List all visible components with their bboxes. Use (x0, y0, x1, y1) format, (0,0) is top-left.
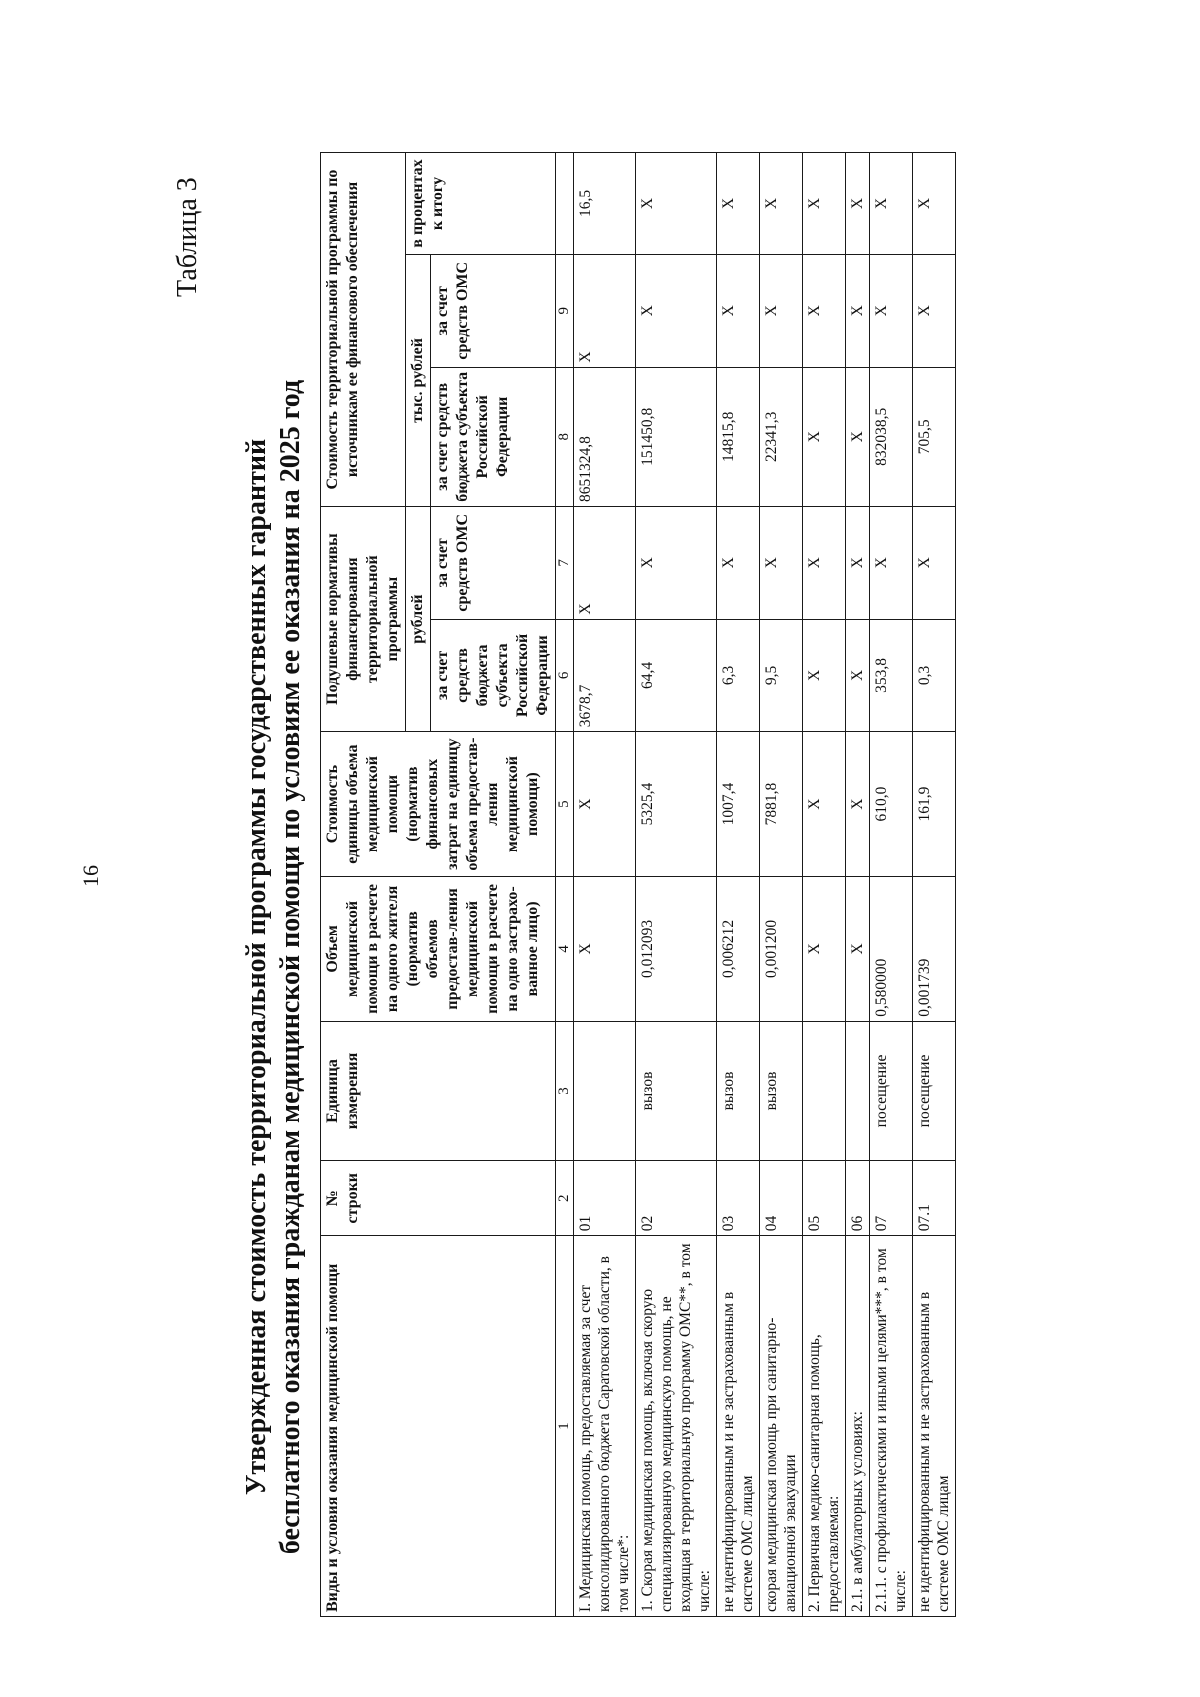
cell-cost: 5325,4 (636, 732, 717, 877)
cell-cost: 1007,4 (717, 732, 760, 877)
column-number: 3 (556, 1021, 574, 1160)
table-label: Таблица 3 (172, 177, 203, 297)
cell-unit (574, 1021, 636, 1160)
header-unit: Единица измерения (321, 1021, 556, 1160)
cell-per-oms: X (717, 507, 760, 620)
cell-per-budget: 6,3 (717, 619, 760, 732)
cell-code: 07 (870, 1161, 913, 1236)
cell-total-budget: 22341,3 (760, 367, 803, 506)
cell-per-budget: 0,3 (913, 619, 956, 732)
column-number: 6 (556, 619, 574, 732)
cell-per-budget: 353,8 (870, 619, 913, 732)
cell-percent: 16,5 (574, 153, 636, 255)
column-number: 8 (556, 367, 574, 506)
cell-per-oms: X (846, 507, 870, 620)
cell-cost: 610,0 (870, 732, 913, 877)
cell-name: 2.1. в амбулаторных условиях: (846, 1236, 870, 1617)
cell-total-oms: X (760, 254, 803, 367)
cell-unit: вызов (636, 1021, 717, 1160)
column-number: 5 (556, 732, 574, 877)
header-total-oms: за счет средств ОМС (431, 254, 556, 367)
document-title (240, 287, 308, 1647)
cell-total-oms: X (574, 254, 636, 367)
table-row (717, 153, 760, 1617)
cell-name: 1. Скорая медицинская помощь, включая скорую специализированную медицинскую помощь, не входящая в территориальную программу ОМС**, в том числе: (636, 1236, 717, 1617)
cell-per-oms: X (636, 507, 717, 620)
cell-volume: 0,012093 (636, 877, 717, 1022)
cell-code: 05 (803, 1161, 846, 1236)
cell-unit (846, 1021, 870, 1160)
cell-per-budget: 3678,7 (574, 619, 636, 732)
cell-total-oms: X (717, 254, 760, 367)
cell-cost: X (846, 732, 870, 877)
cell-cost: X (803, 732, 846, 877)
cell-percent: X (760, 153, 803, 255)
cell-cost: X (574, 732, 636, 877)
cell-volume: X (574, 877, 636, 1022)
cell-unit: посещение (913, 1021, 956, 1160)
header-per-capita: Подушевые нормативы финансирования территориальной программы (321, 507, 406, 732)
cell-per-budget: 9,5 (760, 619, 803, 732)
cell-cost: 7881,8 (760, 732, 803, 877)
cell-per-oms: X (803, 507, 846, 620)
table-row (913, 153, 956, 1617)
table-row (870, 153, 913, 1617)
cell-per-oms: X (574, 507, 636, 620)
cell-total-oms: X (846, 254, 870, 367)
cell-per-budget: X (803, 619, 846, 732)
cell-code: 01 (574, 1161, 636, 1236)
cell-unit: вызов (760, 1021, 803, 1160)
cell-unit: вызов (717, 1021, 760, 1160)
cell-percent: X (846, 153, 870, 255)
cell-percent: X (717, 153, 760, 255)
column-number: 7 (556, 507, 574, 620)
cell-code: 02 (636, 1161, 717, 1236)
cell-per-oms: X (760, 507, 803, 620)
page-number: 16 (78, 865, 103, 887)
cell-name: 2.1.1. с профилактическими и иными целями***, в том числе: (870, 1236, 913, 1617)
cell-per-budget: 64,4 (636, 619, 717, 732)
table-row (574, 153, 636, 1617)
header-unit-cost: Стоимость единицы объема медицинской помощи (норматив финансовых затрат на единицу объема предостав-ления медицинской помощи) (321, 732, 556, 877)
cell-name: скорая медицинская помощь при санитарно-авиационной эвакуации (760, 1236, 803, 1617)
cell-volume: 0,001200 (760, 877, 803, 1022)
column-number: 1 (556, 1236, 574, 1617)
title-line-2: бесплатного оказания гражданам медицинской помощи по условиям ее оказания на 2025 год (275, 379, 306, 1555)
cell-percent: X (870, 153, 913, 255)
header-percent: в процентах к итогу (406, 153, 556, 255)
cell-per-budget: X (846, 619, 870, 732)
cell-total-budget: X (803, 367, 846, 506)
cell-per-oms: X (913, 507, 956, 620)
cell-per-oms: X (870, 507, 913, 620)
cell-total-oms: X (803, 254, 846, 367)
cell-percent: X (636, 153, 717, 255)
cell-volume: X (803, 877, 846, 1022)
header-volume: Объем медицинской помощи в расчете на одного жителя (норматив объемов предостав-ления медицинской помощи в расчете на одно застрахо-ванное лицо) (321, 877, 556, 1022)
table-row (760, 153, 803, 1617)
header-row-1 (321, 153, 406, 1617)
cell-total-budget: 8651324,8 (574, 367, 636, 506)
table-row (636, 153, 717, 1617)
header-program-cost: Стоимость территориальной программы по источникам ее финансового обеспечения (321, 153, 406, 507)
cell-code: 07.1 (913, 1161, 956, 1236)
cell-total-oms: X (913, 254, 956, 367)
header-row-number: № строки (321, 1161, 556, 1236)
column-number: 2 (556, 1161, 574, 1236)
cell-unit: посещение (870, 1021, 913, 1160)
cell-volume: X (846, 877, 870, 1022)
cell-total-oms: X (870, 254, 913, 367)
column-number: 9 (556, 254, 574, 367)
column-number: 4 (556, 877, 574, 1022)
header-kinds: Виды и условия оказания медицинской помощи (321, 1236, 556, 1617)
header-total-budget: за счет средств бюджета субъекта Российской Федерации (431, 367, 556, 506)
table-row (846, 153, 870, 1617)
cell-volume: 0,006212 (717, 877, 760, 1022)
cell-name: I. Медицинская помощь, предоставляемая за счет консолидированного бюджета Саратовской области, в том числе*: (574, 1236, 636, 1617)
cost-table (320, 152, 956, 1617)
cell-code: 06 (846, 1161, 870, 1236)
cell-cost: 161,9 (913, 732, 956, 877)
cell-unit (803, 1021, 846, 1160)
cell-total-oms: X (636, 254, 717, 367)
header-per-capita-unit: рублей (406, 507, 431, 732)
cell-total-budget: 151450,8 (636, 367, 717, 506)
column-number (556, 153, 574, 255)
cell-total-budget: 832038,5 (870, 367, 913, 506)
cell-volume: 0,001739 (913, 877, 956, 1022)
cell-percent: X (913, 153, 956, 255)
header-per-capita-oms: за счет средств ОМС (431, 507, 556, 620)
column-number-row (556, 153, 574, 1617)
cell-code: 04 (760, 1161, 803, 1236)
cell-name: не идентифицированным и не застрахованным в системе ОМС лицам (913, 1236, 956, 1617)
title-line-1: Утвержденная стоимость территориальной программы государственных гарантий (241, 438, 272, 1496)
cell-name: 2. Первичная медико-санитарная помощь, предоставляемая: (803, 1236, 846, 1617)
cell-percent: X (803, 153, 846, 255)
cell-total-budget: 14815,8 (717, 367, 760, 506)
cell-name: не идентифицированным и не застрахованным в системе ОМС лицам (717, 1236, 760, 1617)
header-program-cost-unit: тыс. рублей (406, 254, 431, 506)
cell-volume: 0,580000 (870, 877, 913, 1022)
cell-total-budget: X (846, 367, 870, 506)
header-per-capita-budget: за счет средств бюджета субъекта Российской Федерации (431, 619, 556, 732)
table-row (803, 153, 846, 1617)
cell-code: 03 (717, 1161, 760, 1236)
cell-total-budget: 705,5 (913, 367, 956, 506)
